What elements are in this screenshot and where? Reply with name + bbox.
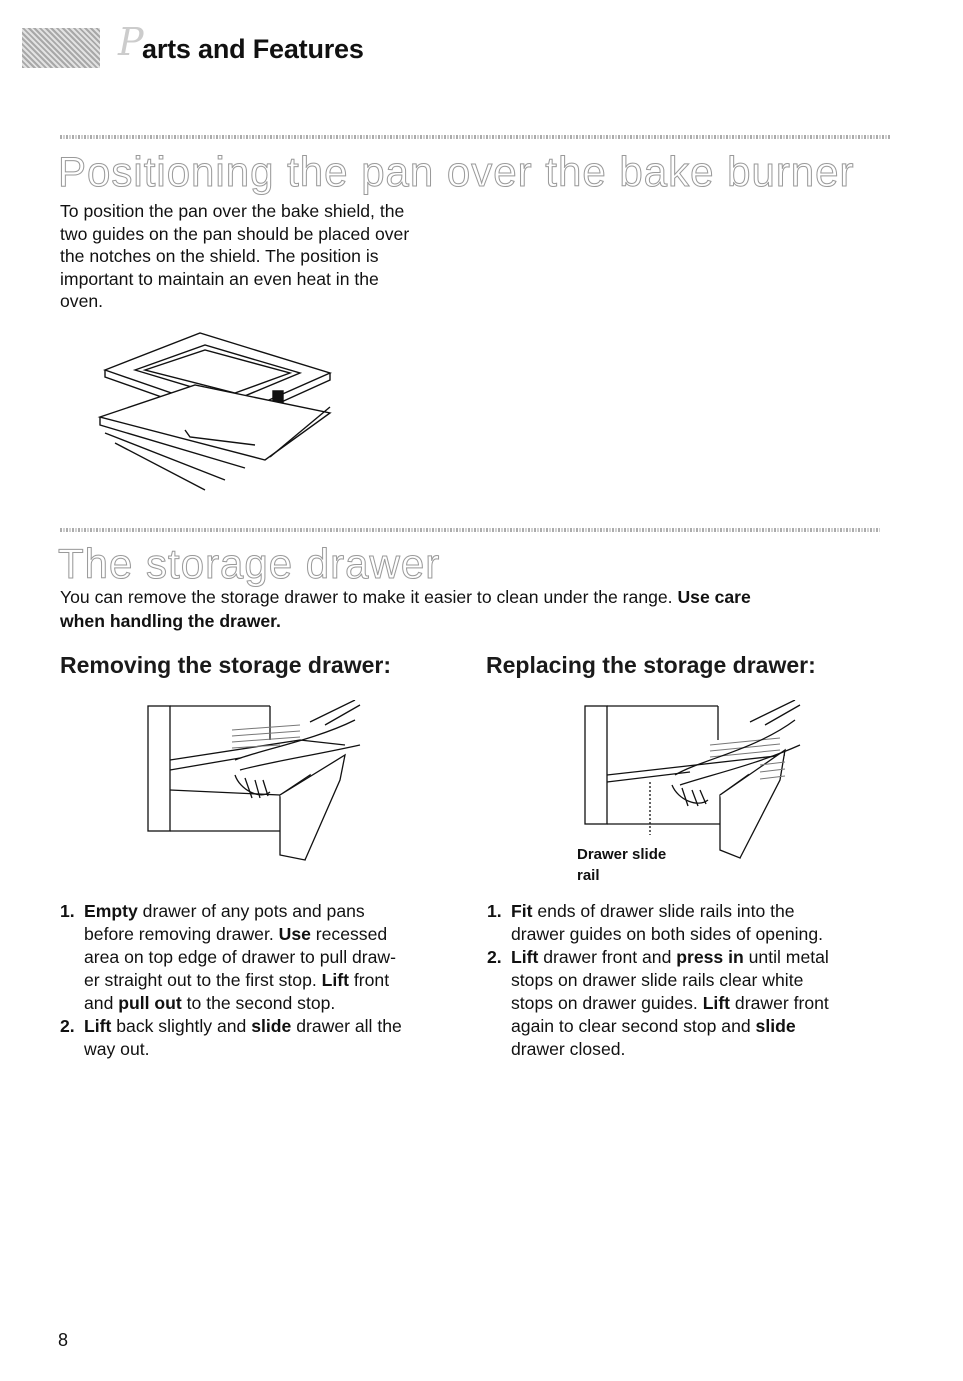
text-line xyxy=(511,900,907,923)
removing-steps-list xyxy=(60,900,460,1061)
text-line: two guides on the pan should be placed over xyxy=(60,223,410,244)
text: drawer of any pots and pans xyxy=(137,901,365,921)
step-text xyxy=(84,1015,460,1061)
text-line xyxy=(511,992,907,1015)
step-number: 1. xyxy=(487,901,502,921)
bold-text: Use xyxy=(278,924,311,944)
text-line xyxy=(84,969,460,992)
text-line xyxy=(84,946,460,969)
text-line: To position the pan over the bake shield, the xyxy=(60,201,405,221)
label-line: Drawer slide xyxy=(577,846,667,863)
page-title: arts and Features xyxy=(142,34,364,64)
step-number: 1. xyxy=(60,901,75,921)
header-pattern-decoration xyxy=(22,28,100,68)
removing-drawer-illustration xyxy=(140,700,370,865)
text: before removing drawer. xyxy=(84,924,279,944)
text-line xyxy=(84,900,460,923)
section-divider xyxy=(60,135,890,139)
text: drawer closed. xyxy=(511,1039,626,1059)
text: drawer all the xyxy=(291,1016,402,1036)
list-item xyxy=(487,900,907,946)
text: drawer front and xyxy=(538,947,677,967)
intro-bold-text: when handling the drawer. xyxy=(60,611,281,631)
text: ends of drawer slide rails into the xyxy=(532,901,795,921)
text-line xyxy=(511,1015,907,1038)
text: front xyxy=(349,970,390,990)
text-line: important to maintain an even heat in the xyxy=(60,268,379,289)
text: and xyxy=(84,993,119,1013)
bold-text: Empty xyxy=(84,901,138,921)
intro-bold-text: Use care xyxy=(677,587,751,607)
bold-text: slide xyxy=(251,1016,292,1036)
label-line: rail xyxy=(577,867,600,884)
step-number: 2. xyxy=(487,947,502,967)
section-title-pan: Positioning the pan over the bake burner xyxy=(58,148,855,195)
header-initial-glyph: P xyxy=(118,20,142,64)
removing-heading: Removing the storage drawer: xyxy=(60,652,392,678)
list-item xyxy=(487,946,907,1061)
text-line xyxy=(84,1015,460,1038)
bold-text: Lift xyxy=(321,970,349,990)
bold-text: press in xyxy=(676,947,744,967)
text: again to clear second stop and xyxy=(511,1016,756,1036)
replacing-drawer-illustration xyxy=(580,700,810,865)
pan-instructions xyxy=(60,200,480,313)
text: back slightly and xyxy=(111,1016,252,1036)
text-line xyxy=(511,1038,907,1061)
list-item xyxy=(60,1015,460,1061)
step-number: 2. xyxy=(60,1016,75,1036)
text: way out. xyxy=(84,1039,150,1059)
bold-text: Lift xyxy=(702,993,731,1013)
bold-text: Fit xyxy=(511,901,533,921)
text-line xyxy=(511,923,907,946)
section-title-drawer: The storage drawer xyxy=(58,540,441,587)
text-line: oven. xyxy=(60,291,104,311)
text-line xyxy=(84,1038,460,1061)
step-text xyxy=(511,900,907,946)
intro-text: You can remove the storage drawer to make it easier to clean under the range. xyxy=(60,587,673,607)
bold-text: Lift xyxy=(511,947,539,967)
pan-over-burner-illustration xyxy=(95,325,345,495)
text-line: the notches on the shield. The position is xyxy=(60,246,379,266)
step-text xyxy=(84,900,460,1015)
page-number: 8 xyxy=(58,1330,69,1350)
text: until metal xyxy=(743,947,829,967)
replacing-heading: Replacing the storage drawer: xyxy=(486,652,816,678)
bold-text: Lift xyxy=(84,1016,112,1036)
text-line xyxy=(511,969,907,992)
replacing-steps-list xyxy=(487,900,907,1061)
drawer-intro xyxy=(60,585,910,633)
text: stops on drawer guides. xyxy=(511,993,703,1013)
text: er straight out to the first stop. xyxy=(84,970,322,990)
text-line xyxy=(84,923,460,946)
bold-text: pull out xyxy=(118,993,182,1013)
step-text xyxy=(511,946,907,1061)
text: stops on drawer slide rails clear white xyxy=(511,970,804,990)
text: drawer front xyxy=(730,993,829,1013)
drawer-slide-rail-label xyxy=(577,844,666,886)
text: area on top edge of drawer to pull draw- xyxy=(84,947,396,967)
text: to the second stop. xyxy=(181,993,336,1013)
section-divider xyxy=(60,528,880,532)
bold-text: slide xyxy=(755,1016,796,1036)
text: recessed xyxy=(310,924,388,944)
list-item xyxy=(60,900,460,1015)
text-line xyxy=(84,992,460,1015)
text-line xyxy=(511,946,907,969)
text: drawer guides on both sides of opening. xyxy=(511,924,824,944)
